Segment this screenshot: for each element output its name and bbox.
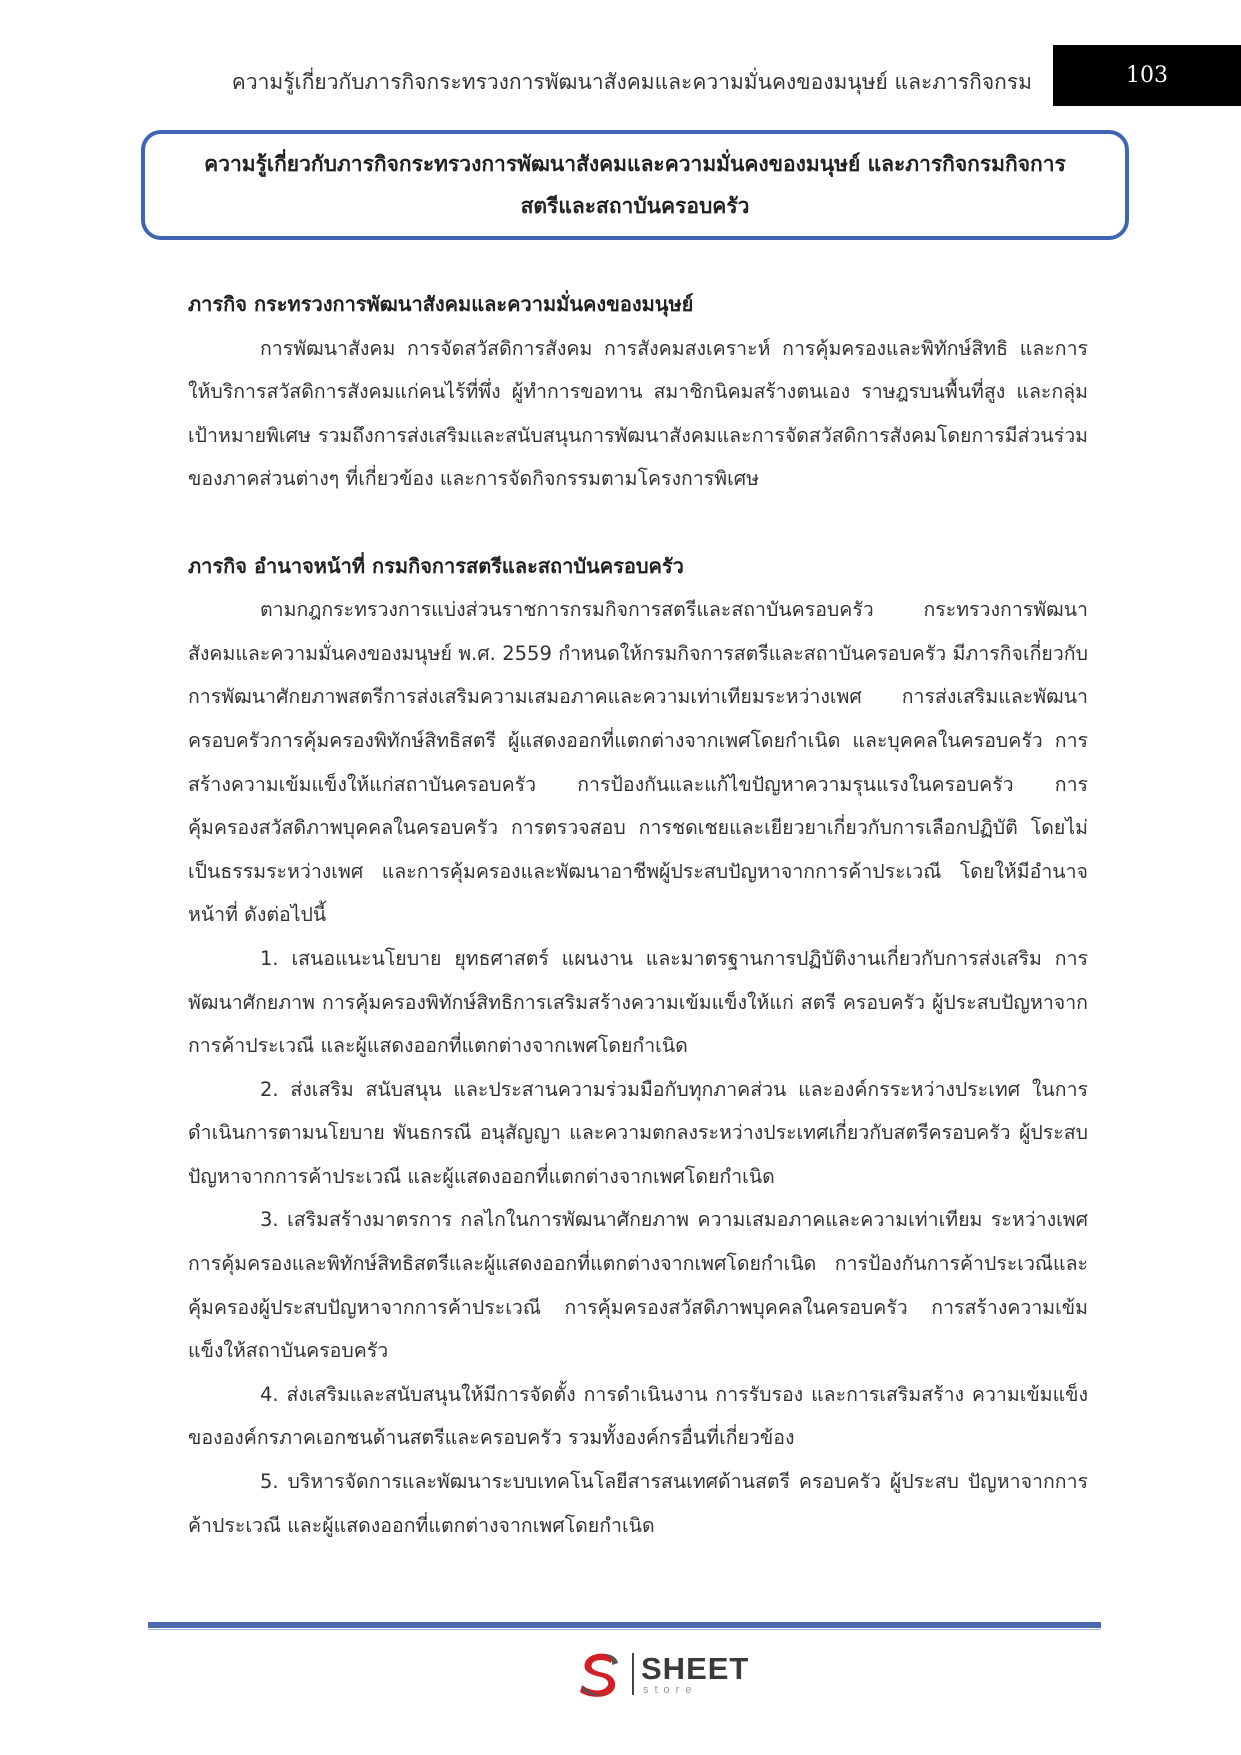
duty-item-4: 4. ส่งเสริมและสนับสนุนให้มีการจัดตั้ง การดำเนินงาน การรับรอง และการเสริมสร้าง ความเข้มแข็งขององค์กรภาคเอกชนด้านสตรีและครอบครัว รวมทั้งองค์กรอื่นที่เกี่ยวข้อง xyxy=(188,1382,1088,1450)
footer-rule xyxy=(148,1622,1101,1628)
title-line-2: สตรีและสถาบันครอบครัว xyxy=(520,194,750,218)
section1-heading: ภารกิจ กระทรวงการพัฒนาสังคมและความมั่นคงของมนุษย์ xyxy=(188,292,694,316)
logo-divider xyxy=(632,1653,634,1695)
title-line-1: ความรู้เกี่ยวกับภารกิจกระทรวงการพัฒนาสังคมและความมั่นคงของมนุษย์ และภารกิจกรมกิจการ xyxy=(204,152,1066,176)
duty-item-2: 2. ส่งเสริม สนับสนุน และประสานความร่วมมือกับทุกภาคส่วน และองค์กรระหว่างประเทศ ในการดำเนินการตามนโยบาย พันธกรณี อนุสัญญา และความตกลงระหว่างประเทศเกี่ยวกับสตรีครอบครัว ผู้ประสบปัญหาจากการค้าประเวณี และผู้แสดงออกที่แตกต่างจากเพศโดยกำเนิด xyxy=(188,1077,1088,1188)
footer-rule-shadow xyxy=(148,1629,1101,1630)
duty-item-3: 3. เสริมสร้างมาตรการ กลไกในการพัฒนาศักยภาพ ความเสมอภาคและความเท่าเทียม ระหว่างเพศ การคุ้มครองและพิทักษ์สิทธิสตรีและผู้แสดงออกที่แตกต่างจากเพศโดยกำเนิด การป้องกันการค้าประเวณีและคุ้มครองผู้ประสบปัญหาจากการค้าประเวณี การคุ้มครองสวัสดิภาพบุคคลในครอบครัว การสร้างความเข้มแข็งให้สถาบันครอบครัว xyxy=(188,1208,1088,1363)
section2-intro: ตามกฎกระทรวงการแบ่งส่วนราชการกรมกิจการสตรีและสถาบันครอบครัว กระทรวงการพัฒนาสังคมและความมั่นคงของมนุษย์ พ.ศ. 2559 กำหนดให้กรมกิจการสตรีและสถาบันครอบครัว มีภารกิจเกี่ยวกับการพัฒนาศักยภาพสตรีการส่งเสริมความเสมอภาคและความเท่าเทียมระหว่างเพศ การส่งเสริมและพัฒนาครอบครัวการคุ้มครองพิทักษ์สิทธิสตรี ผู้แสดงออกที่แตกต่างจากเพศโดยกำเนิด และบุคคลในครอบครัว การสร้างความเข้มแข็งให้แก่สถาบันครอบครัว การป้องกันและแก้ไขปัญหาความรุนแรงในครอบครัว การคุ้มครองสวัสดิภาพบุคคลในครอบครัว การตรวจสอบ การชดเชยและเยียวยาเกี่ยวกับการเลือกปฏิบัติ โดยไม่เป็นธรรมระหว่างเพศ และการคุ้มครองและพัฒนาอาชีพผู้ประสบปัญหาจากการค้าประเวณี โดยให้มีอำนาจหน้าที่ ดังต่อไปนี้ xyxy=(188,598,1088,927)
logo-word: SHEET xyxy=(641,1650,750,1686)
running-header: ความรู้เกี่ยวกับภารกิจกระทรวงการพัฒนาสังคมและความมั่นคงของมนุษย์ และภารกิจกรม xyxy=(231,70,1032,94)
page-number: 103 xyxy=(1053,45,1241,106)
section1-paragraph: การพัฒนาสังคม การจัดสวัสดิการสังคม การสังคมสงเคราะห์ การคุ้มครองและพิทักษ์สิทธิ และการให้บริการสวัสดิการสังคมแก่คนไร้ที่พึ่ง ผู้ทำการขอทาน สมาชิกนิคมสร้างตนเอง ราษฎรบนพื้นที่สูง และกลุ่มเป้าหมายพิเศษ รวมถึงการส่งเสริมและสนับสนุนการพัฒนาสังคมและการจัดสวัสดิการสังคมโดยการมีส่วนร่วมของภาคส่วนต่างๆ ที่เกี่ยวข้อง และการจัดกิจกรรมตามโครงการพิเศษ xyxy=(188,336,1088,491)
title-box xyxy=(141,130,1129,240)
section-spacer xyxy=(188,501,1088,545)
sheet-store-s-logo-icon xyxy=(574,1648,626,1700)
logo-text xyxy=(641,1650,750,1696)
body-content xyxy=(188,283,1088,1547)
section2-heading: ภารกิจ อำนาจหน้าที่ กรมกิจการสตรีและสถาบันครอบครัว xyxy=(188,553,684,578)
duty-item-1: 1. เสนอแนะนโยบาย ยุทธศาสตร์ แผนงาน และมาตรฐานการปฏิบัติงานเกี่ยวกับการส่งเสริม การพัฒนาศักยภาพ การคุ้มครองพิทักษ์สิทธิการเสริมสร้างความเข้มแข็งให้แก่ สตรี ครอบครัว ผู้ประสบปัญหาจากการค้าประเวณี และผู้แสดงออกที่แตกต่างจากเพศโดยกำเนิด xyxy=(188,946,1088,1058)
logo-sub: store xyxy=(643,1683,698,1696)
sheet-store-logo xyxy=(574,1648,749,1700)
duty-item-5: 5. บริหารจัดการและพัฒนาระบบเทคโนโลยีสารสนเทศด้านสตรี ครอบครัว ผู้ประสบ ปัญหาจากการค้าประเวณี และผู้แสดงออกที่แตกต่างจากเพศโดยกำเนิด xyxy=(188,1470,1088,1537)
